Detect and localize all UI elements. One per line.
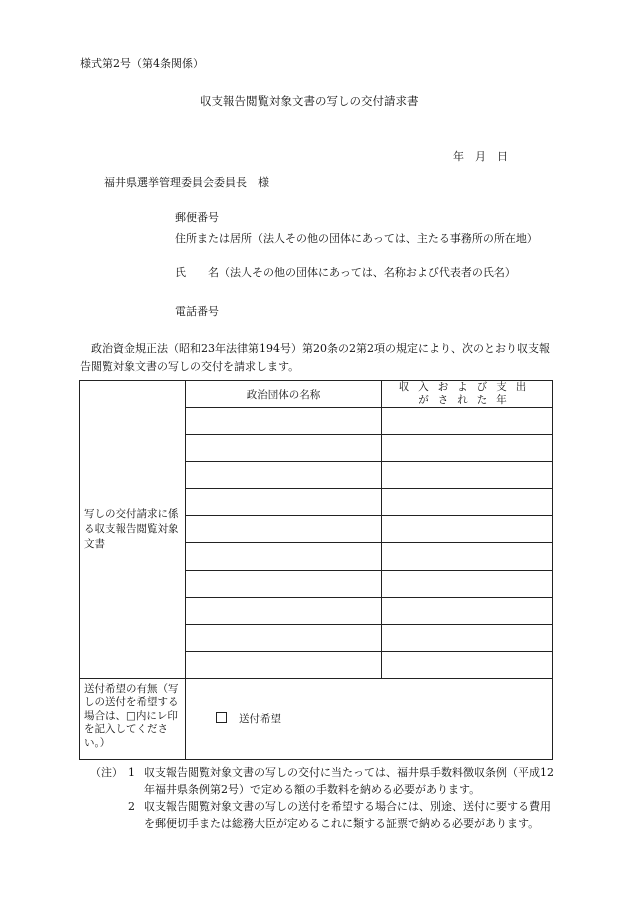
org-name-cell[interactable] bbox=[186, 651, 382, 678]
year-cell[interactable] bbox=[382, 516, 553, 543]
year-header-line1: 収入および支出 bbox=[398, 381, 536, 393]
request-table bbox=[79, 380, 553, 760]
notes-lead: （注） bbox=[90, 766, 123, 779]
year-cell[interactable] bbox=[382, 408, 553, 435]
org-name-cell[interactable] bbox=[186, 570, 382, 597]
year-cell[interactable] bbox=[382, 489, 553, 516]
note-text: 収支報告閲覧対象文書の写しの送付を希望する場合には、別途、送付に要する費用を郵便切手または総務大臣が定めるこれに類する証票で納める必要があります。 bbox=[144, 800, 551, 830]
year-cell[interactable] bbox=[382, 597, 553, 624]
org-name-header: 政治団体の名称 bbox=[186, 381, 382, 408]
org-name-cell[interactable] bbox=[186, 516, 382, 543]
year-cell[interactable] bbox=[382, 570, 553, 597]
delivery-wish-label: 送付希望の有無（写しの送付を希望する場合は、□内にレ印を記入してください。） bbox=[80, 678, 186, 759]
addressee: 福井県選挙管理委員会委員長 様 bbox=[104, 176, 269, 189]
postal-code-field[interactable]: 郵便番号 bbox=[175, 211, 219, 224]
note-number: 2 bbox=[128, 800, 135, 813]
year-cell[interactable] bbox=[382, 543, 553, 570]
delivery-wish-checkbox[interactable] bbox=[216, 712, 227, 723]
org-name-cell[interactable] bbox=[186, 435, 382, 462]
notes bbox=[90, 764, 560, 832]
note-text: 収支報告閲覧対象文書の写しの交付に当たっては、福井県手数料徴収条例（平成12年福井県条例第2号）で定める額の手数料を納める必要があります。 bbox=[144, 766, 554, 796]
documents-row-label: 写しの交付請求に係る収支報告閲覧対象文書 bbox=[80, 381, 186, 679]
name-field[interactable]: 氏 名（法人その他の団体にあっては、名称および代表者の氏名） bbox=[175, 266, 516, 279]
org-name-cell[interactable] bbox=[186, 408, 382, 435]
page-title: 収支報告閲覧対象文書の写しの交付請求書 bbox=[200, 94, 419, 108]
year-cell[interactable] bbox=[382, 651, 553, 678]
org-name-cell[interactable] bbox=[186, 543, 382, 570]
org-name-cell[interactable] bbox=[186, 624, 382, 651]
year-cell[interactable] bbox=[382, 624, 553, 651]
year-cell[interactable] bbox=[382, 462, 553, 489]
org-name-cell[interactable] bbox=[186, 462, 382, 489]
note-number: 1 bbox=[128, 766, 135, 779]
org-name-cell[interactable] bbox=[186, 489, 382, 516]
date-line[interactable]: 年 月 日 bbox=[453, 150, 508, 163]
year-cell[interactable] bbox=[382, 435, 553, 462]
org-name-cell[interactable] bbox=[186, 597, 382, 624]
year-header bbox=[382, 381, 553, 408]
phone-field[interactable]: 電話番号 bbox=[175, 305, 219, 318]
address-field[interactable]: 住所または居所（法人その他の団体にあっては、主たる事務所の所在地） bbox=[175, 232, 538, 245]
delivery-wish-option-label: 送付希望 bbox=[239, 713, 281, 726]
request-statement: 政治資金規正法（昭和23年法律第194号）第20条の2第2項の規定により、次のとおり収支報告閲覧対象文書の写しの交付を請求します。 bbox=[80, 342, 550, 373]
year-header-line2: がされた年 bbox=[418, 394, 516, 406]
form-number: 様式第2号（第4条関係） bbox=[80, 57, 204, 70]
delivery-wish-cell bbox=[186, 678, 553, 759]
